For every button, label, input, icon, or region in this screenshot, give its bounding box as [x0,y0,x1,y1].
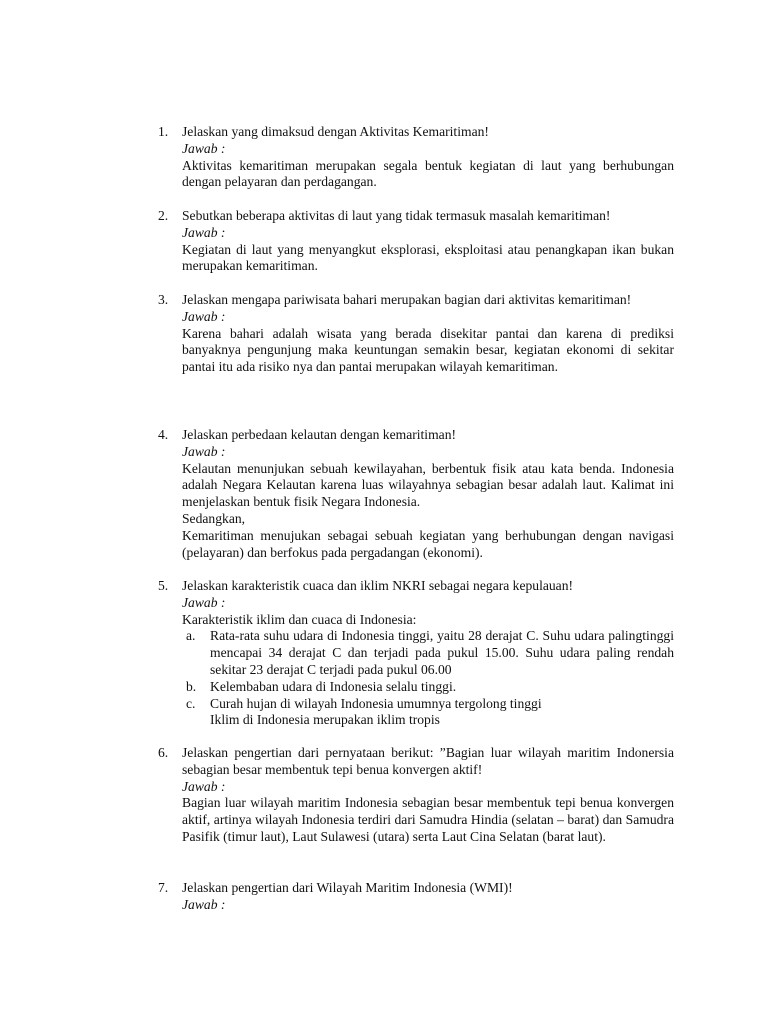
list-item [182,679,674,696]
question-number: 3. [158,292,169,307]
question-text: Jelaskan yang dimaksud dengan Aktivitas Kemaritiman! [182,124,489,139]
list-item-text: Curah hujan di wilayah Indonesia umumnya tergolong tinggi [210,695,542,711]
jawab-label: Jawab : [182,308,226,324]
answer-text: Kelautan menunjukan sebuah kewilayahan, berbentuk fisik atau kata benda. Indonesia adalah Negara Kelautan karena luas wilayahnya sebagian besar adalah laut. Kalimat ini menjelaskan bentuk fisik Negara Indonesia. [182,460,674,510]
jawab-label: Jawab : [182,224,226,240]
list-item-text: Kelembaban udara di Indonesia selalu tinggi. [210,678,457,694]
answer-text: Karena bahari adalah wisata yang berada disekitar pantai dan karena di prediksi banyaknya pengunjung maka keuntungan semakin besar, kegiatan ekonomi di sekitar pantai itu ada risiko nya dan pantai merupakan wilayah kemaritiman. [182,325,674,375]
question-text: Jelaskan perbedaan kelautan dengan kemaritiman! [182,427,457,442]
question-text: Jelaskan mengapa pariwisata bahari merupakan bagian dari aktivitas kemaritiman! [182,292,632,307]
question-number: 5. [158,578,169,593]
answer-text: Karakteristik iklim dan cuaca di Indonesia: [182,611,417,627]
question-text: Jelaskan karakteristik cuaca dan iklim NKRI sebagai negara kepulauan! [182,578,574,593]
jawab-label: Jawab : [182,896,226,912]
list-item-letter: b. [186,678,197,694]
question-number: 4. [158,427,169,442]
closing-text-content: Iklim di Indonesia merupakan iklim tropis [210,712,440,728]
answer-text-continued: Kemaritiman menujukan sebagai sebuah kegiatan yang berhubungan dengan navigasi (pelayaran) dan berfokus pada pergadangan (ekonomi). [182,527,674,560]
question-number: 7. [158,880,169,895]
list-item-letter: c. [186,695,196,711]
answer-text: Bagian luar wilayah maritim Indonesia sebagian besar membentuk tepi benua konvergen aktif, artinya wilayah Indonesia terdiri dari Samudra Hindia (selatan – barat) dan Samudra Pasifik (timur laut), Laut Sulawesi (utara) serta Laut Cina Selatan (barat laut). [182,795,674,844]
list-item-text: Rata-rata suhu udara di Indonesia tinggi, yaitu 28 derajat C. Suhu udara palingtinggi mencapai 34 derajat C dan terjadi pada pukul 15.00. Suhu udara paling rendah sekitar 23 derajat C terjadi pada pukul 06.00 [210,628,674,677]
jawab-label: Jawab : [182,443,226,459]
list-item [182,628,674,678]
jawab-label: Jawab : [182,140,226,156]
answer-text-transition: Sedangkan, [182,510,246,526]
answer-text: Kegiatan di laut yang menyangkut eksplorasi, eksploitasi atau penangkapan ikan bukan merupakan kemaritiman. [182,241,674,274]
question-number: 1. [158,124,169,139]
question-number: 6. [158,745,169,760]
question-number: 2. [158,208,169,223]
jawab-label: Jawab : [182,594,226,610]
question-text: Jelaskan pengertian dari pernyataan berikut: ”Bagian luar wilayah maritim Indonersia sebagian besar membentuk tepi benua konvergen aktif! [182,745,674,777]
question-text: Sebutkan beberapa aktivitas di laut yang tidak termasuk masalah kemaritiman! [182,208,611,223]
list-item-letter: a. [186,628,196,644]
answer-text: Aktivitas kemaritiman merupakan segala bentuk kegiatan di laut yang berhubungan dengan pelayaran dan perdagangan. [182,157,674,190]
list-item [182,696,674,713]
question-text: Jelaskan pengertian dari Wilayah Maritim Indonesia (WMI)! [182,880,513,895]
closing-text [182,712,674,729]
jawab-label: Jawab : [182,778,226,794]
